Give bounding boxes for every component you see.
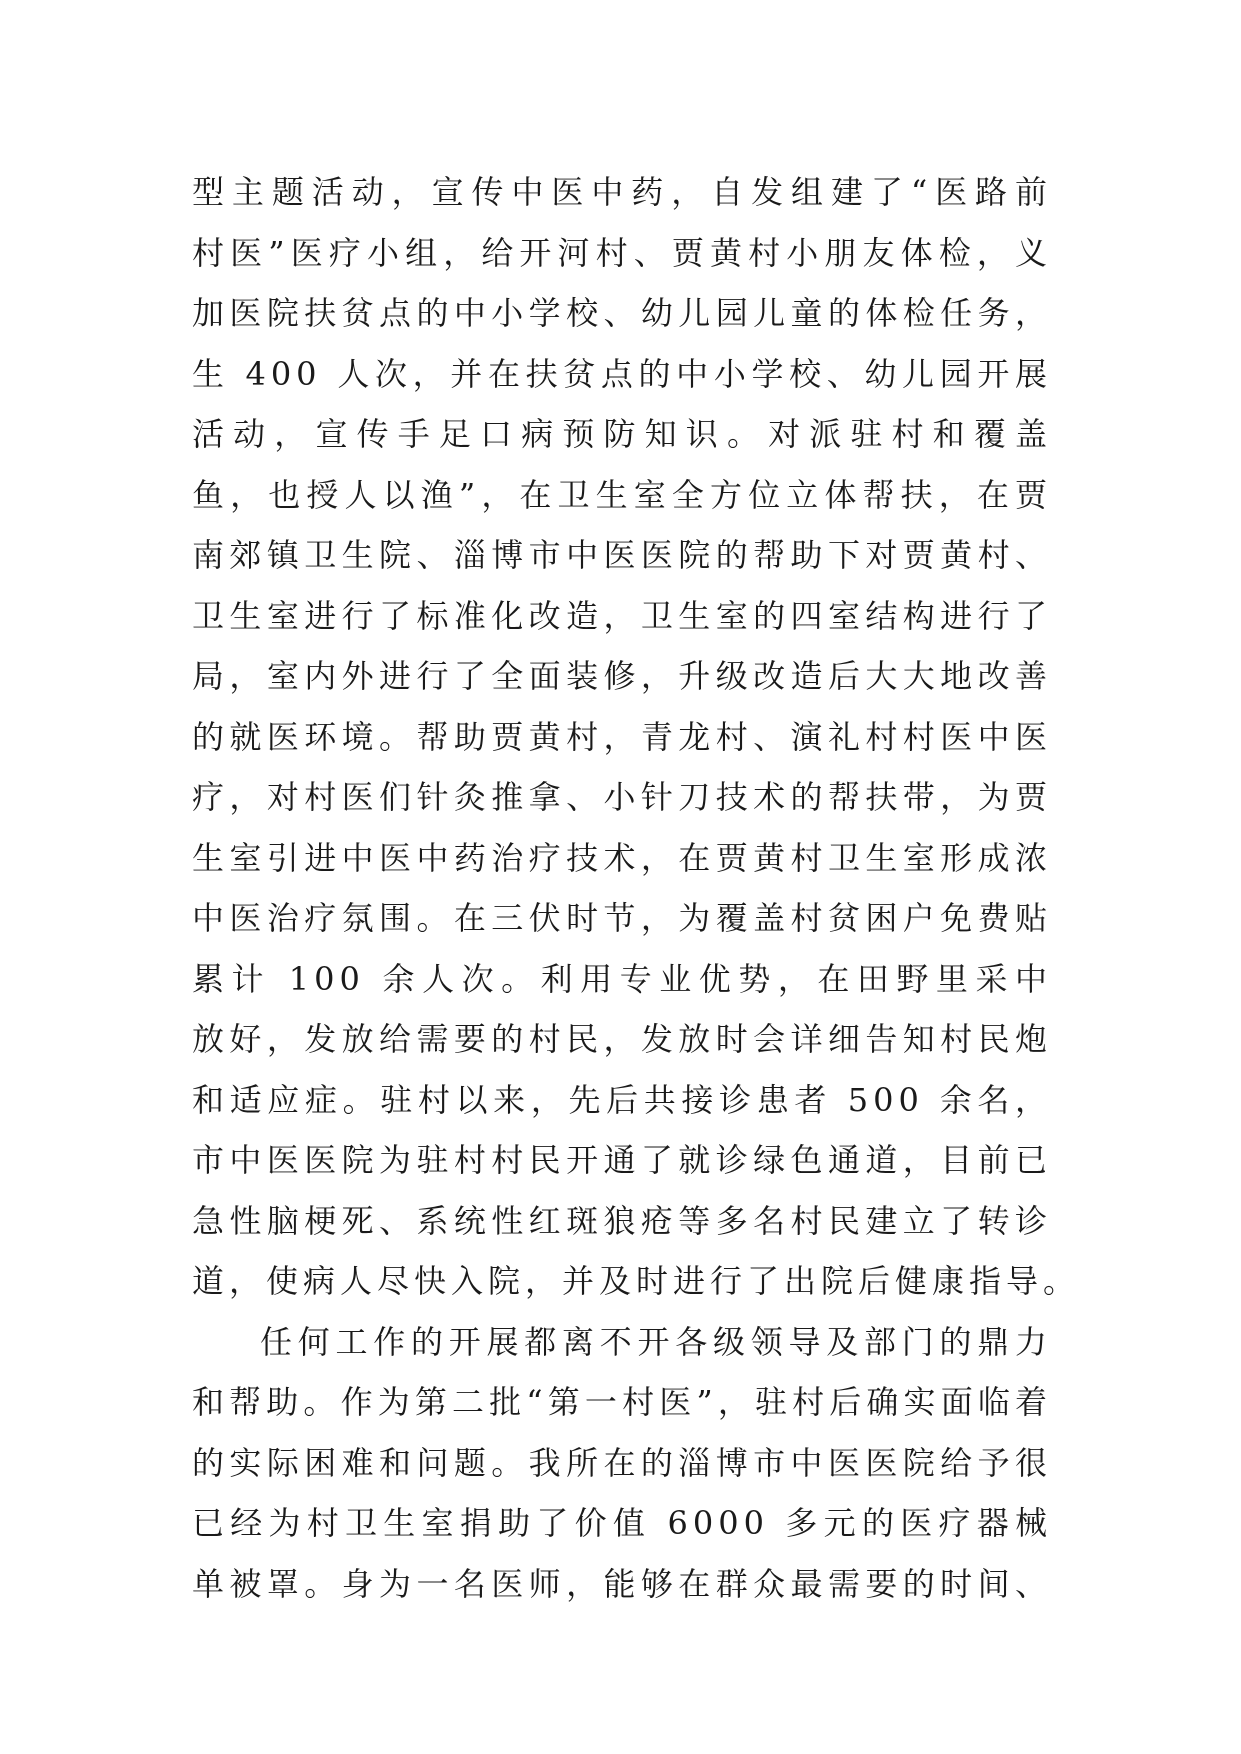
text-line-2: 村医”医疗小组，给开河村、贾黄村小朋友体检，义: [192, 233, 1052, 272]
text-line-8: 卫生室进行了标准化改造，卫生室的四室结构进行了: [192, 596, 1052, 635]
text-line-21: 和帮助。作为第二批“第一村医”，驻村后确实面临着: [192, 1383, 1052, 1421]
body-text: [192, 162, 1081, 1614]
text-line-17: 市中医医院为驻村村民开通了就诊绿色通道，目前已: [192, 1141, 1052, 1179]
text-line-11: 疗，对村医们针灸推拿、小针刀技术的帮扶带，为贾: [192, 778, 1052, 816]
text-line-19: 道，使病人尽快入院，并及时进行了出院后健康指导。: [192, 1262, 1081, 1300]
text-line-9: 局，室内外进行了全面装修，升级改造后大大地改善: [192, 657, 1052, 695]
text-line-14: 累计 100 余人次。利用专业优势，在田野里采中: [192, 959, 1052, 998]
text-line-3: 加医院扶贫点的中小学校、幼儿园儿童的体检任务，: [192, 294, 1052, 332]
text-line-6: 鱼，也授人以渔”，在卫生室全方位立体帮扶，在贾: [192, 475, 1052, 514]
text-line-22: 的实际困难和问题。我所在的淄博市中医医院给予很: [192, 1443, 1052, 1482]
text-line-7: 南郊镇卫生院、淄博市中医医院的帮助下对贾黄村、: [192, 536, 1052, 574]
text-line-10: 的就医环境。帮助贾黄村，青龙村、演礼村村医中医: [192, 717, 1052, 756]
text-line-1: 型主题活动，宣传中医中药，自发组建了“医路前: [192, 173, 1052, 211]
text-line-20: 任何工作的开展都离不开各级领导及部门的鼎力: [260, 1322, 1052, 1361]
text-line-15: 放好，发放给需要的村民，发放时会详细告知村民炮: [192, 1020, 1052, 1058]
text-line-4: 生 400 人次，并在扶贫点的中小学校、幼儿园开展: [192, 354, 1052, 393]
text-line-5: 活动，宣传手足口病预防知识。对派驻村和覆盖: [192, 415, 1052, 453]
text-line-23: 已经为村卫生室捐助了价值 6000 多元的医疗器械: [192, 1504, 1052, 1542]
text-line-18: 急性脑梗死、系统性红斑狼疮等多名村民建立了转诊: [192, 1201, 1052, 1240]
text-line-16: 和适应症。驻村以来，先后共接诊患者 500 余名，: [192, 1080, 1052, 1119]
text-line-12: 生室引进中医中药治疗技术，在贾黄村卫生室形成浓: [192, 838, 1052, 877]
text-line-24: 单被罩。身为一名医师，能够在群众最需要的时间、: [192, 1564, 1052, 1603]
text-line-13: 中医治疗氛围。在三伏时节，为覆盖村贫困户免费贴: [192, 899, 1052, 937]
